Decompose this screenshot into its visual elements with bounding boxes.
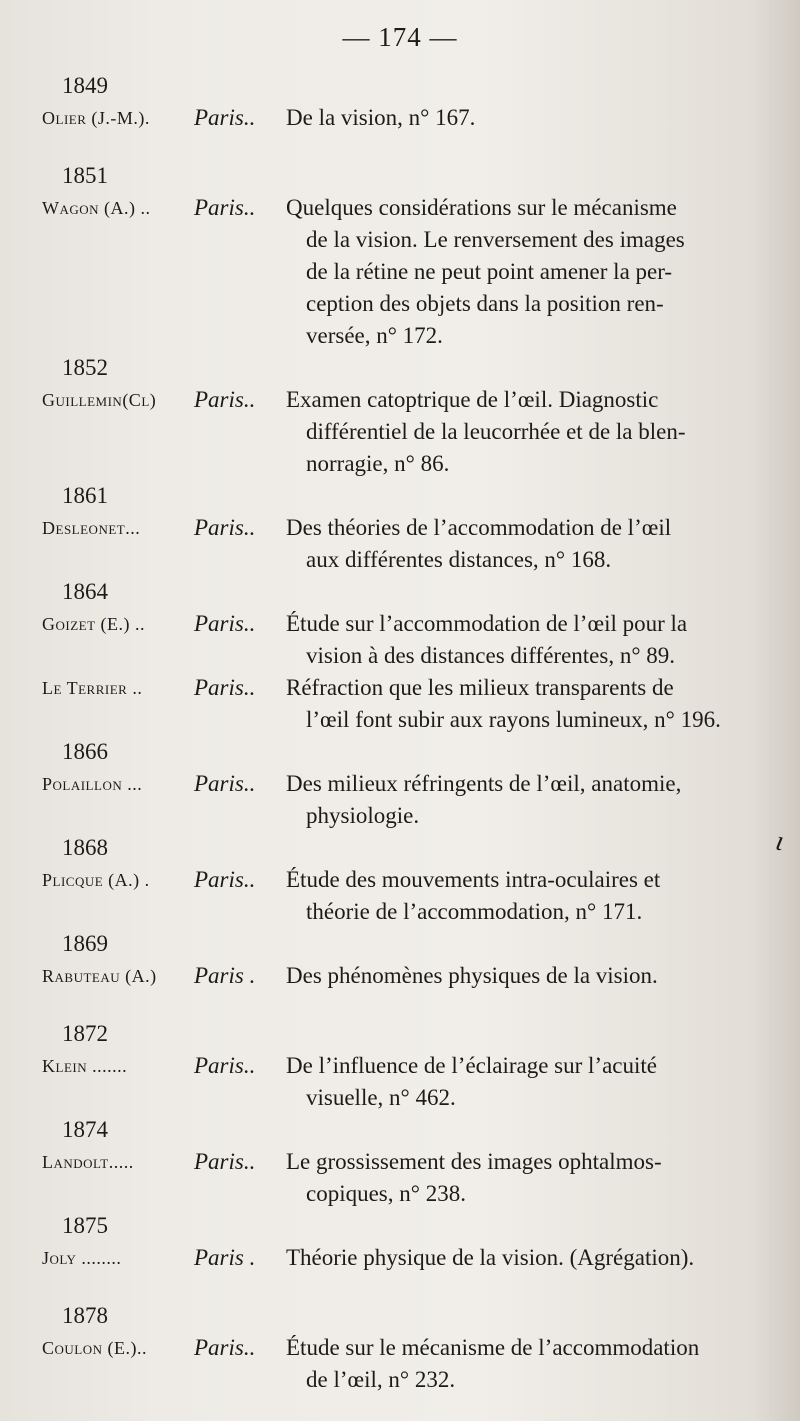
title-line: de l’œil, n° 232. [306,1367,456,1392]
entry-city: Paris.. [194,105,256,130]
title-line: Des phénomènes physiques de la vision. [286,963,658,988]
title-line: l’œil font subir aux rayons lumineux, n° 196. [306,707,721,732]
entry-city: Paris . [194,1245,256,1270]
title-line: versée, n° 172. [306,323,443,348]
entry-title [286,1242,768,1274]
entry-author: Guillemin(Cl) [42,390,157,410]
entry-city: Paris.. [194,1335,256,1360]
title-line: Étude sur le mécanisme de l’accommodation [286,1335,700,1360]
title-line: de la vision. Le renversement des images [306,227,685,252]
entry-city: Paris.. [194,515,256,540]
title-line: Le grossissement des images ophtalmos- [286,1149,662,1174]
entry-author: Desleonet... [42,518,141,538]
title-line: Des théories de l’accommodation de l’œil [286,515,672,540]
entry-1852-guillemin [38,352,768,480]
title-line: de la rétine ne peut point amener la per- [306,259,673,284]
entry-1868-plicque [38,832,768,928]
entry-title [286,1332,768,1396]
entry-year: 1872 [62,1021,108,1046]
entry-year: 1851 [62,163,108,188]
entry-city: Paris.. [194,1053,256,1078]
entry-author: Klein ....... [42,1056,128,1076]
title-line: différentiel de la leucorrhée et de la blen- [306,419,686,444]
entry-city: Paris . [194,963,256,988]
title-line: théorie de l’accommodation, n° 171. [306,899,643,924]
entry-year: 1875 [62,1213,108,1238]
title-line: visuelle, n° 462. [306,1085,456,1110]
page-number: — 174 — [342,22,458,52]
entry-year: 1849 [62,73,108,98]
title-line: norragie, n° 86. [306,451,450,476]
entry-title [286,768,768,832]
title-line: aux différentes distances, n° 168. [306,547,612,572]
title-line: physiologie. [306,803,420,828]
entry-year: 1874 [62,1117,108,1142]
entry-author: Joly ........ [42,1248,122,1268]
entry-year: 1852 [62,355,108,380]
bibliography-list [38,70,768,1396]
title-line: ception des objets dans la position ren- [306,291,664,316]
entry-city: Paris.. [194,867,256,892]
title-line: vision à des distances différentes, n° 89. [306,643,676,668]
entry-year: 1878 [62,1303,108,1328]
title-line: Étude des mouvements intra-oculaires et [286,867,661,892]
title-line: De l’influence de l’éclairage sur l’acuité [286,1053,657,1078]
entry-author: Rabuteau (A.) [42,966,157,986]
entry-year: 1868 [62,835,108,860]
entry-year: 1869 [62,931,108,956]
entry-city: Paris.. [194,771,256,796]
entry-author: Le Terrier .. [42,678,143,698]
entry-author: Coulon (E.).. [42,1338,147,1358]
title-line: Examen catoptrique de l’œil. Diagnostic [286,387,659,412]
title-line: Étude sur l’accommodation de l’œil pour la [286,611,688,636]
entry-year: 1866 [62,739,108,764]
entry-city: Paris.. [194,675,256,700]
entry-1866-polaillon [38,736,768,832]
entry-1851-wagon [38,160,768,352]
entry-title [286,864,768,928]
entry-title [286,384,768,480]
entry-year: 1861 [62,483,108,508]
title-line: De la vision, n° 167. [286,105,476,130]
entry-1874-landolt [38,1114,768,1210]
entry-title [286,608,768,672]
entry-author: Olier (J.-M.). [42,108,150,128]
entry-1869-rabuteau [38,928,768,992]
title-line: Des milieux réfringents de l’œil, anatomie, [286,771,682,796]
entry-1878-coulon [38,1300,768,1396]
entry-1875-joly [38,1210,768,1274]
entry-author: Goizet (E.) .. [42,614,146,634]
entry-city: Paris.. [194,387,256,412]
entry-title [286,960,768,992]
title-line: copiques, n° 238. [306,1181,466,1206]
entry-author: Wagon (A.) .. [42,198,151,218]
entry-1864-goizet [38,576,768,672]
entry-author: Plicque (A.) . [42,870,150,890]
entry-title [286,1050,768,1114]
entry-city: Paris.. [194,195,256,220]
title-line: Théorie physique de la vision. (Agrégation). [286,1245,695,1270]
title-line: Quelques considérations sur le mécanisme [286,195,677,220]
entry-title [286,672,768,736]
entry-title [286,102,768,134]
entry-1849-olier [38,70,768,134]
entry-author: Landolt..... [42,1152,134,1172]
title-line: Réfraction que les milieux transparents de [286,675,674,700]
entry-le-terrier [38,672,768,736]
entry-city: Paris.. [194,1149,256,1174]
entry-title [286,512,768,576]
entry-1872-klein [38,1018,768,1114]
entry-title [286,1146,768,1210]
entry-title [286,192,768,352]
entry-1861-desleonet [38,480,768,576]
margin-pencil-mark: ɩ [772,825,788,858]
entry-author: Polaillon ... [42,774,143,794]
entry-city: Paris.. [194,611,256,636]
entry-year: 1864 [62,579,108,604]
